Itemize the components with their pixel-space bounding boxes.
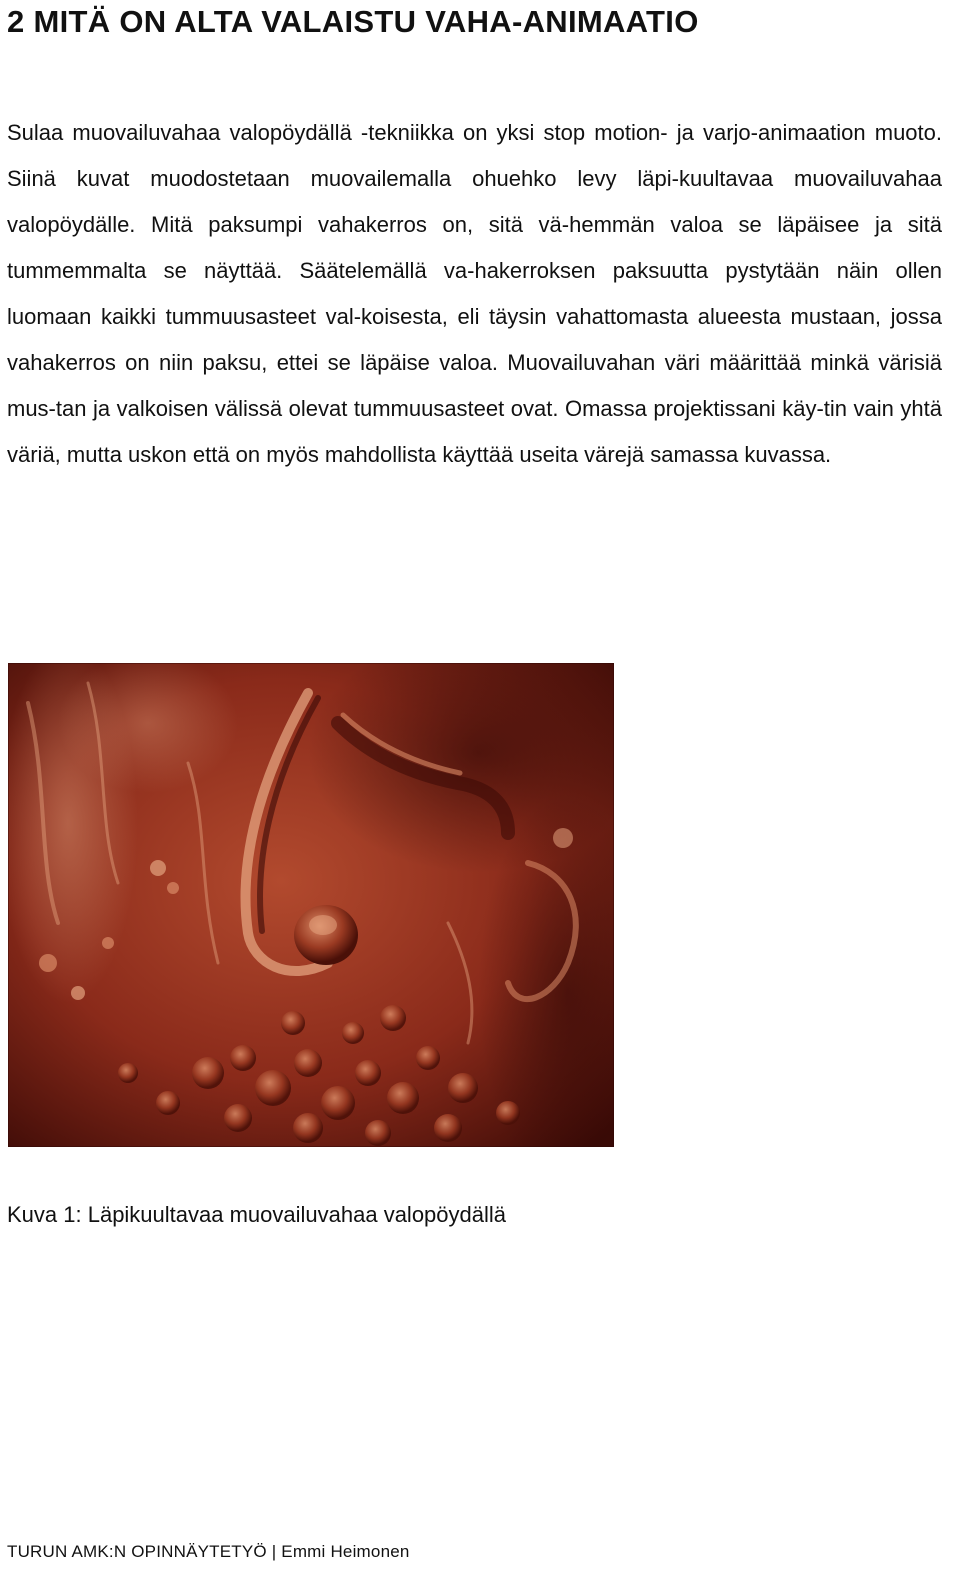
wax-photo-image [8,663,614,1147]
body-paragraph: Sulaa muovailuvahaa valopöydällä -tekniikka on yksi stop motion- ja varjo-animaation muoto. Siinä kuvat muodostetaan muovailemalla ohuehko levy läpi-kuultavaa muovailuvahaa valopöydälle. Mitä paksumpi vahakerros on, sitä vä-hemmän valoa se läpäisee ja sitä tummemmalta se näyttää. Säätelemällä va-hakerroksen paksuutta pystytään näin ollen luomaan kaikki tummuusasteet val-koisesta, eli täysin vahattomasta alueesta mustaan, jossa vahakerros on niin paksu, ettei se läpäise valoa. Muovailuvahan väri määrittää minkä värisiä mus-tan ja valkoisen välissä olevat tummuusasteet ovat. Omassa projektissani käy-tin vain yhtä väriä, mutta uskon että on myös mahdollista käyttää useita värejä samassa kuvassa. [7,120,942,467]
wax-animation-photo [8,663,614,1147]
section-heading: 2 MITÄ ON ALTA VALAISTU VAHA-ANIMAATIO [7,4,699,39]
page-footer: TURUN AMK:N OPINNÄYTETYÖ | Emmi Heimonen [7,1542,410,1561]
figure-caption: Kuva 1: Läpikuultavaa muovailuvahaa valopöydällä [7,1202,507,1227]
